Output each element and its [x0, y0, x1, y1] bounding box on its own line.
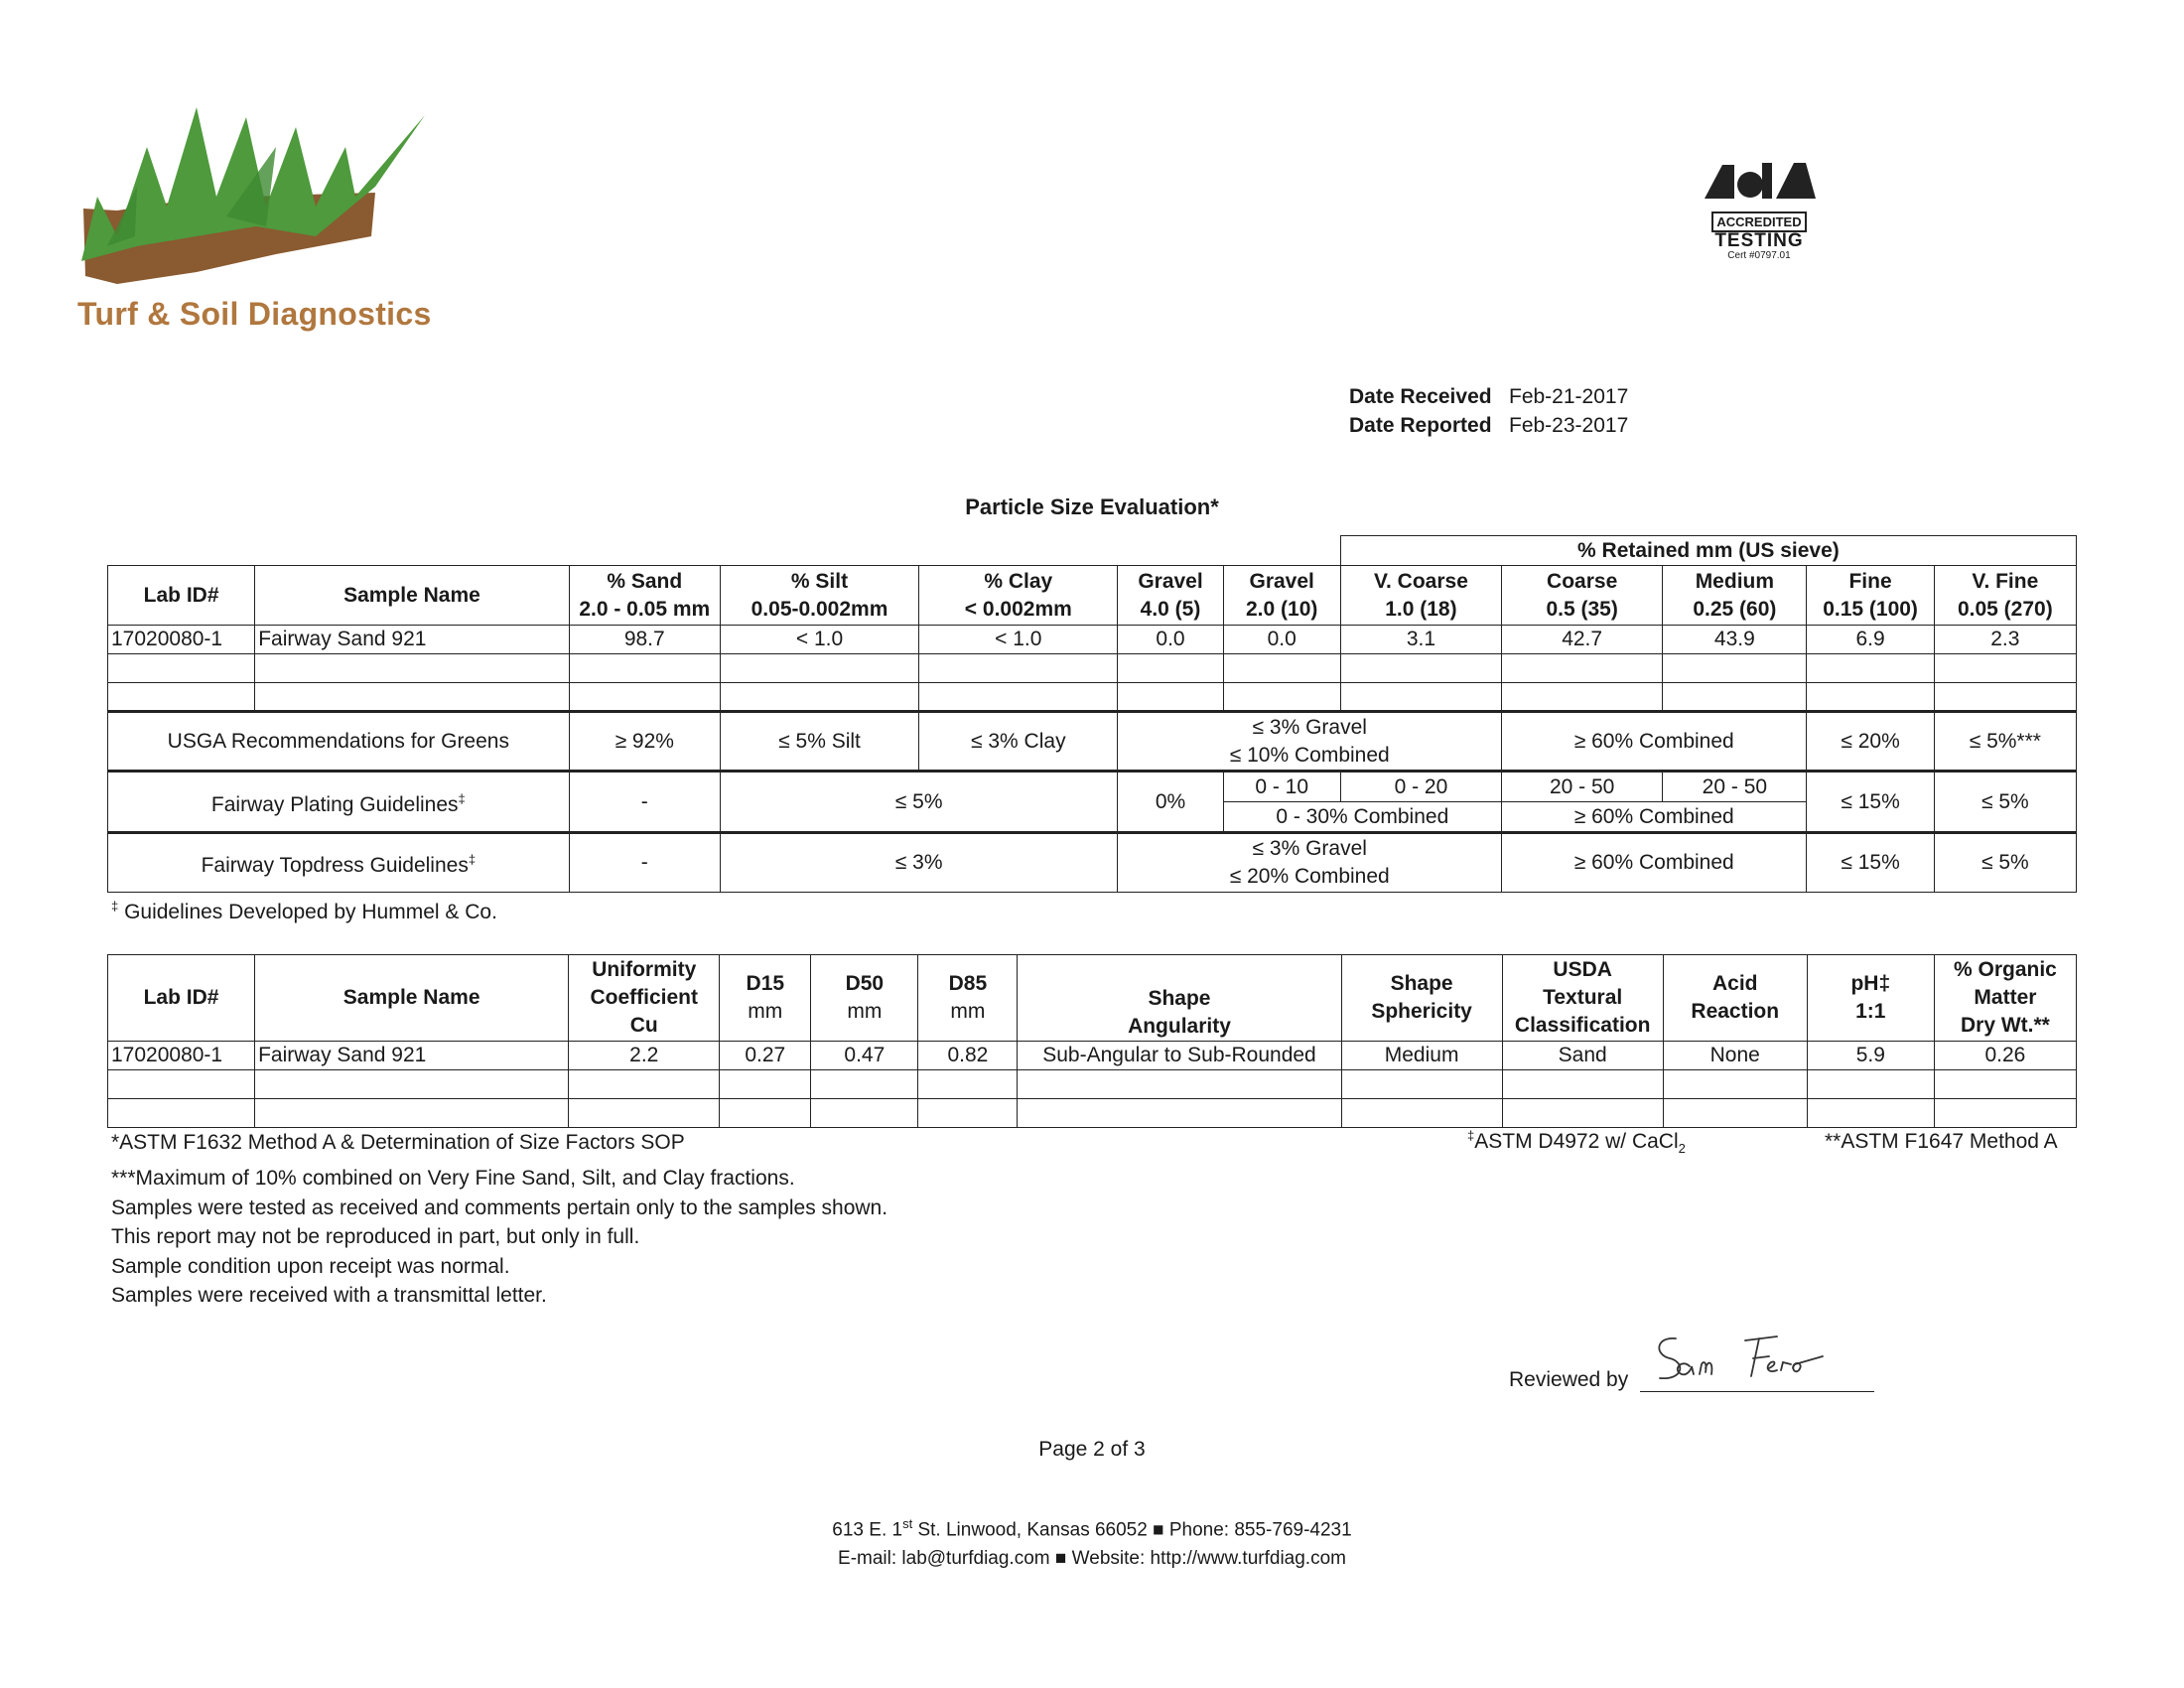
- col-header-line: % Silt: [790, 569, 849, 593]
- footer-web-line: [0, 1544, 2184, 1573]
- col-header-line: Cu: [629, 1014, 658, 1037]
- col-header-line: < 0.002mm: [964, 597, 1072, 621]
- company-name: Turf & Soil Diagnostics: [77, 296, 432, 332]
- date-reported-value: Feb-23-2017: [1509, 414, 1629, 437]
- astm-d4972-mark: ‡: [1467, 1128, 1475, 1143]
- cell-coarse: 42.7: [1502, 626, 1663, 654]
- cell-lab-id: 17020080-1: [108, 626, 255, 654]
- plating-coarse: 20 - 50: [1502, 772, 1663, 802]
- plating-combined-a: 0 - 30% Combined: [1223, 802, 1501, 833]
- col-header: [720, 955, 811, 1042]
- plating-vfine: ≤ 5%: [1934, 772, 2076, 833]
- accreditation-badge: [1700, 159, 1819, 262]
- col-header-line: Sphericity: [1371, 1000, 1472, 1023]
- cell-sample-name: Fairway Sand 921: [255, 1042, 569, 1070]
- topdress-label-text: Fairway Topdress Guidelines: [201, 854, 469, 877]
- report-dates: [1349, 382, 1628, 440]
- col-header: [1341, 955, 1502, 1042]
- col-header-line: % Organic: [1953, 958, 2057, 981]
- cell-gravel-10: 0.0: [1223, 626, 1340, 654]
- guidelines-footnote-mark: ‡: [111, 899, 119, 914]
- astm-f1632-note: *ASTM F1632 Method A & Determination of Size Factors SOP: [111, 1131, 685, 1154]
- footer-address-sup: st: [902, 1516, 913, 1531]
- blank-header-cell: [108, 536, 1341, 566]
- plating-medium: 20 - 50: [1663, 772, 1807, 802]
- col-header: [1502, 955, 1663, 1042]
- plating-combined-b: ≥ 60% Combined: [1502, 802, 1807, 833]
- plating-gravel: 0%: [1118, 772, 1223, 833]
- col-header: [1018, 955, 1341, 1042]
- cell-lab-id: 17020080-1: [108, 1042, 255, 1070]
- note-line: This report may not be reproduced in part, but only in full.: [111, 1225, 640, 1248]
- usga-label: USGA Recommendations for Greens: [108, 712, 570, 772]
- table-header-row: [108, 955, 2077, 1042]
- plating-label: [108, 772, 570, 833]
- topdress-siltclay: ≤ 3%: [720, 833, 1118, 893]
- cell-vfine: 2.3: [1934, 626, 2076, 654]
- cell-silt: < 1.0: [720, 626, 918, 654]
- col-header-line: 0.25 (60): [1693, 597, 1777, 621]
- report-title: Particle Size Evaluation*: [965, 494, 1219, 519]
- col-header-line: % Clay: [984, 569, 1053, 593]
- col-header-line: Angularity: [1128, 1015, 1231, 1038]
- col-header-line: Medium: [1695, 569, 1775, 593]
- col-header: [1502, 566, 1663, 626]
- topdress-row: [108, 833, 2077, 893]
- col-header: [569, 955, 720, 1042]
- col-header-line: Dry Wt.**: [1960, 1014, 2050, 1037]
- footer-email[interactable]: E-mail: lab@turfdiag.com: [838, 1548, 1050, 1570]
- col-header-line: Coarse: [1547, 569, 1618, 593]
- astm-d4972-sub: 2: [1678, 1141, 1686, 1157]
- date-received-label: Date Received: [1349, 385, 1492, 408]
- testing-label: TESTING: [1714, 230, 1804, 251]
- col-header: [720, 566, 918, 626]
- col-header: Sample Name: [255, 955, 569, 1042]
- usga-fine: ≤ 20%: [1807, 712, 1934, 772]
- cell-usda-class: Sand: [1502, 1042, 1663, 1070]
- cell-cu: 2.2: [569, 1042, 720, 1070]
- astm-d4972-text: ASTM D4972 w/ CaCl: [1474, 1130, 1679, 1153]
- footer-website[interactable]: Website: http://www.turfdiag.com: [1071, 1548, 1346, 1570]
- col-header-line: 0.5 (35): [1546, 597, 1618, 621]
- usga-sand: ≥ 92%: [569, 712, 720, 772]
- plating-vcoarse: 0 - 20: [1340, 772, 1501, 802]
- particle-size-table: [107, 535, 2077, 893]
- cell-sample-name: Fairway Sand 921: [255, 626, 569, 654]
- col-header-line: Reaction: [1691, 1000, 1780, 1023]
- col-header-line: Uniformity: [592, 958, 697, 981]
- table-row-empty: [108, 1099, 2077, 1128]
- plating-sand: -: [569, 772, 720, 833]
- cell-sand: 98.7: [569, 626, 720, 654]
- note-line: ***Maximum of 10% combined on Very Fine Sand, Silt, and Clay fractions.: [111, 1167, 795, 1190]
- col-header-line: Textural: [1543, 986, 1623, 1009]
- topdress-combined: ≥ 60% Combined: [1502, 833, 1807, 893]
- usga-combined: ≥ 60% Combined: [1502, 712, 1807, 772]
- col-header: Lab ID#: [108, 566, 255, 626]
- cell-acid-reaction: None: [1663, 1042, 1807, 1070]
- square-bullet-icon: ■: [1054, 1548, 1067, 1570]
- topdress-sand: -: [569, 833, 720, 893]
- col-header-line: Shape: [1390, 972, 1453, 995]
- col-header-line: V. Fine: [1972, 569, 2039, 593]
- footer-address: 613 E. 1: [832, 1519, 903, 1541]
- plating-fine: ≤ 15%: [1807, 772, 1934, 833]
- cert-number: Cert #0797.01: [1727, 250, 1791, 261]
- col-header-line: % Sand: [607, 569, 683, 593]
- topdress-gravel: [1118, 833, 1502, 893]
- astm-f1647-note: **ASTM F1647 Method A: [1825, 1130, 2058, 1153]
- usga-silt: ≤ 5% Silt: [720, 712, 918, 772]
- col-header-line: mm: [748, 1000, 783, 1023]
- plating-siltclay: ≤ 5%: [720, 772, 1118, 833]
- cell-sphericity: Medium: [1341, 1042, 1502, 1070]
- company-logo-icon: [77, 87, 445, 296]
- reviewed-by-label: Reviewed by: [1509, 1368, 1629, 1391]
- col-header-line: Coefficient: [590, 986, 698, 1009]
- topdress-gravel-line: ≤ 3% Gravel: [1252, 837, 1367, 860]
- col-header-line: 4.0 (5): [1140, 597, 1201, 621]
- col-header-line: mm: [950, 1000, 986, 1023]
- plating-mark: ‡: [458, 790, 466, 806]
- col-header: [1340, 566, 1501, 626]
- signature-icon: [1646, 1329, 1835, 1388]
- cell-gravel-5: 0.0: [1118, 626, 1223, 654]
- col-header: [1663, 566, 1807, 626]
- col-header-line: 0.05-0.002mm: [751, 597, 888, 621]
- plating-label-text: Fairway Plating Guidelines: [210, 792, 459, 816]
- col-header-line: Classification: [1514, 1014, 1651, 1037]
- page-number: Page 2 of 3: [1038, 1438, 1146, 1461]
- cell-medium: 43.9: [1663, 626, 1807, 654]
- col-header-line: Matter: [1974, 986, 2037, 1009]
- col-header: [1807, 566, 1934, 626]
- col-header-line: D15: [746, 972, 785, 995]
- col-header-line: 0.05 (270): [1957, 597, 2053, 621]
- accredited-label: ACCREDITED: [1711, 211, 1806, 232]
- col-header: Sample Name: [255, 566, 569, 626]
- plating-row: [108, 772, 2077, 802]
- note-line: Samples were tested as received and comments pertain only to the samples shown.: [111, 1196, 888, 1219]
- col-header-line: 2.0 (10): [1246, 597, 1318, 621]
- col-header-line: 2.0 - 0.05 mm: [579, 597, 711, 621]
- usga-gravel-line: ≤ 3% Gravel: [1252, 715, 1367, 739]
- col-header-line: Acid: [1711, 972, 1758, 995]
- usga-gravel-line: ≤ 10% Combined: [1229, 743, 1390, 767]
- astm-d4972-note: [1467, 1128, 1686, 1156]
- cell-angularity: Sub-Angular to Sub-Rounded: [1018, 1042, 1341, 1070]
- footer-contact: [0, 1509, 2184, 1573]
- topdress-mark: ‡: [468, 852, 477, 867]
- footer-address-rest: St. Linwood, Kansas 66052: [912, 1519, 1148, 1541]
- col-header-line: D50: [845, 972, 885, 995]
- footer-phone: Phone: 855-769-4231: [1168, 1519, 1352, 1541]
- usga-clay: ≤ 3% Clay: [919, 712, 1118, 772]
- signature-line: [1640, 1391, 1874, 1392]
- cell-vcoarse: 3.1: [1340, 626, 1501, 654]
- table-header-row: [108, 566, 2077, 626]
- cell-fine: 6.9: [1807, 626, 1934, 654]
- col-header-line: Fine: [1848, 569, 1892, 593]
- plating-gravel10: 0 - 10: [1223, 772, 1340, 802]
- col-header-line: D85: [948, 972, 988, 995]
- guidelines-footnote-text: Guidelines Developed by Hummel & Co.: [118, 901, 497, 923]
- col-header: [1934, 955, 2076, 1042]
- col-header-line: V. Coarse: [1373, 569, 1468, 593]
- usga-row: [108, 712, 2077, 772]
- date-reported-label: Date Reported: [1349, 414, 1492, 437]
- col-header-line: Shape: [1148, 987, 1211, 1010]
- table-row-empty: [108, 654, 2077, 683]
- col-header: [919, 566, 1118, 626]
- note-line: Sample condition upon receipt was normal.: [111, 1254, 510, 1278]
- col-header-line: pH‡: [1850, 972, 1891, 995]
- col-header: [918, 955, 1018, 1042]
- topdress-gravel-line: ≤ 20% Combined: [1229, 865, 1390, 888]
- report-notes: [111, 1164, 887, 1311]
- cell-d15: 0.27: [720, 1042, 811, 1070]
- date-received-value: Feb-21-2017: [1509, 385, 1629, 408]
- table-row-empty: [108, 683, 2077, 712]
- retained-header: % Retained mm (US sieve): [1340, 536, 2076, 566]
- topdress-fine: ≤ 15%: [1807, 833, 1934, 893]
- col-header: [1663, 955, 1807, 1042]
- cell-clay: < 1.0: [919, 626, 1118, 654]
- col-header-line: 1.0 (18): [1385, 597, 1457, 621]
- cell-organic-matter: 0.26: [1934, 1042, 2076, 1070]
- size-factors-table: [107, 954, 2077, 1128]
- table-row-empty: [108, 1070, 2077, 1099]
- topdress-vfine: ≤ 5%: [1934, 833, 2076, 893]
- col-header-line: mm: [847, 1000, 883, 1023]
- col-header: [1223, 566, 1340, 626]
- col-header: Lab ID#: [108, 955, 255, 1042]
- cell-ph: 5.9: [1807, 1042, 1934, 1070]
- table-row: [108, 626, 2077, 654]
- col-header: [569, 566, 720, 626]
- a2la-logo-icon: [1701, 159, 1818, 203]
- col-header-line: Gravel: [1249, 569, 1314, 593]
- col-header-line: USDA: [1553, 958, 1612, 981]
- footer-address-line: [0, 1509, 2184, 1544]
- square-bullet-icon: ■: [1153, 1519, 1164, 1541]
- note-line: Samples were received with a transmittal letter.: [111, 1284, 547, 1307]
- col-header: [811, 955, 918, 1042]
- cell-d50: 0.47: [811, 1042, 918, 1070]
- table-row: [108, 1042, 2077, 1070]
- cell-d85: 0.82: [918, 1042, 1018, 1070]
- col-header: [1118, 566, 1223, 626]
- guidelines-footnote: [111, 899, 497, 924]
- col-header: [1934, 566, 2076, 626]
- col-header-line: Gravel: [1138, 569, 1203, 593]
- col-header-line: 1:1: [1855, 1000, 1886, 1023]
- col-header-line: 0.15 (100): [1823, 597, 1918, 621]
- usga-vfine: ≤ 5%***: [1934, 712, 2076, 772]
- topdress-label: [108, 833, 570, 893]
- usga-gravel: [1118, 712, 1502, 772]
- col-header: [1807, 955, 1934, 1042]
